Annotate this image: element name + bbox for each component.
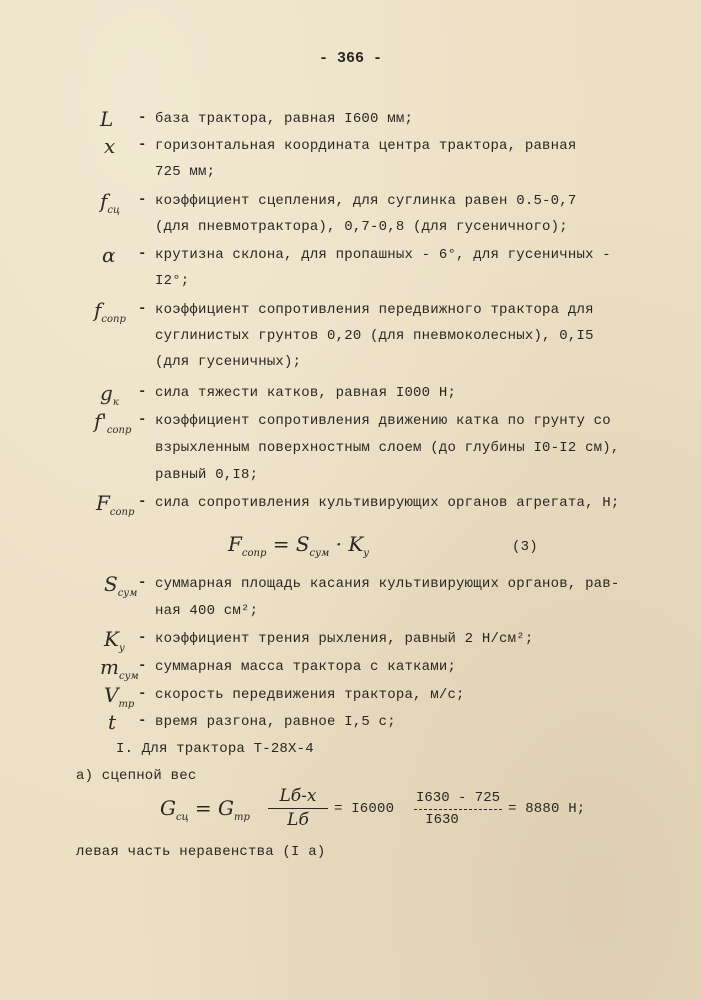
closing-line: левая часть неравенства (I а) — [76, 844, 326, 860]
def-text-line: скорость передвижения трактора, м/с; — [155, 687, 465, 703]
symbol-alpha: α — [102, 243, 116, 267]
def-text-line: база трактора, равная I600 мм; — [155, 111, 414, 127]
symbol-l: L — [100, 107, 114, 131]
symbol-S-sum: $S_{сум}$ — [104, 572, 138, 599]
fraction-bar — [268, 808, 328, 809]
def-text-line: (для пневмотрактора), 0,7-0,8 (для гусеничного); — [155, 219, 568, 235]
def-text-line: сила тяжести катков, равная I000 Н; — [155, 385, 457, 401]
symbol-x: x — [104, 134, 116, 158]
fraction-numerator: Lб-x — [279, 786, 317, 806]
def-text-line: (для гусеничных); — [155, 354, 302, 370]
def-text-line: коэффициент трения рыхления, равный 2 Н/см²; — [155, 631, 534, 647]
page-number: - 366 - — [318, 50, 382, 67]
dash: - — [138, 494, 147, 510]
symbol-m-sum: $m_{сум}$ — [100, 655, 139, 682]
def-text-line: ная 400 см²; — [155, 603, 259, 619]
def-text-line: сила сопротивления культивирующих органов агрегата, Н; — [155, 495, 620, 511]
dash: - — [138, 575, 147, 591]
formula-g-result: = 8880 Н; — [508, 801, 586, 817]
def-text-line: горизонтальная координата центра трактора, равная — [155, 138, 577, 154]
symbol-f-sc: $f_{сц}$ — [100, 189, 120, 216]
dash: - — [138, 246, 147, 262]
def-text-line: равный 0,I8; — [155, 467, 259, 483]
symbol-F-sopr: $F_{сопр}$ — [96, 491, 135, 518]
def-text-line: время разгона, равное I,5 с; — [155, 714, 396, 730]
dash: - — [138, 713, 147, 729]
dash: - — [138, 630, 147, 646]
fraction2-denominator: I630 — [425, 812, 459, 828]
symbol-f-sopr: $f_{сопр}$ — [94, 298, 126, 325]
fraction-denominator: Lб — [287, 810, 309, 830]
symbol-t: t — [108, 710, 117, 734]
def-text-line: 725 мм; — [155, 164, 216, 180]
def-text-line: крутизна склона, для пропашных - 6°, для гусеничных - — [155, 247, 611, 263]
symbol-g-k: $g_к$ — [100, 381, 119, 408]
subsection-heading: а) сцепной вес — [76, 768, 197, 784]
dash: - — [138, 192, 147, 208]
dash: - — [138, 658, 147, 674]
dash: - — [138, 110, 147, 126]
def-text-line: суммарная масса трактора с катками; — [155, 659, 457, 675]
dash: - — [138, 686, 147, 702]
dash: - — [138, 384, 147, 400]
formula-g-eq2: = I6000 — [334, 801, 395, 817]
formula-g-lhs: $G_{сц} = G_{тр}$ — [160, 796, 250, 823]
formula-number: (3) — [512, 539, 538, 555]
def-text-line: суглинистых грунтов 0,20 (для пневмоколесных), 0,I5 — [155, 328, 594, 344]
def-text-line: коэффициент сцепления, для суглинка равен 0.5-0,7 — [155, 193, 577, 209]
symbol-V-tr: $V_{тр}$ — [104, 683, 135, 710]
def-text-line: коэффициент сопротивления движению катка по грунту со — [155, 413, 611, 429]
dash: - — [138, 301, 147, 317]
formula-3: $F_{сопр} = S_{сум} \cdot K_y$ — [228, 532, 369, 559]
section-heading: I. Для трактора Т-28Х-4 — [116, 741, 314, 757]
fraction2-numerator: I630 - 725 — [415, 790, 500, 806]
def-text-line: суммарная площадь касания культивирующих органов, рав- — [155, 576, 620, 592]
def-text-line: коэффициент сопротивления передвижного трактора для — [155, 302, 594, 318]
dash: - — [138, 137, 147, 153]
fraction2-bar — [414, 809, 502, 810]
def-text-line: I2°; — [155, 273, 190, 289]
dash: - — [138, 412, 147, 428]
def-text-line: взрыхленным поверхностным слоем (до глубины I0-I2 см), — [155, 440, 620, 456]
symbol-K-y: $K_y$ — [104, 627, 125, 654]
symbol-f-prime-sopr: $f'_{сопр}$ — [94, 409, 132, 436]
